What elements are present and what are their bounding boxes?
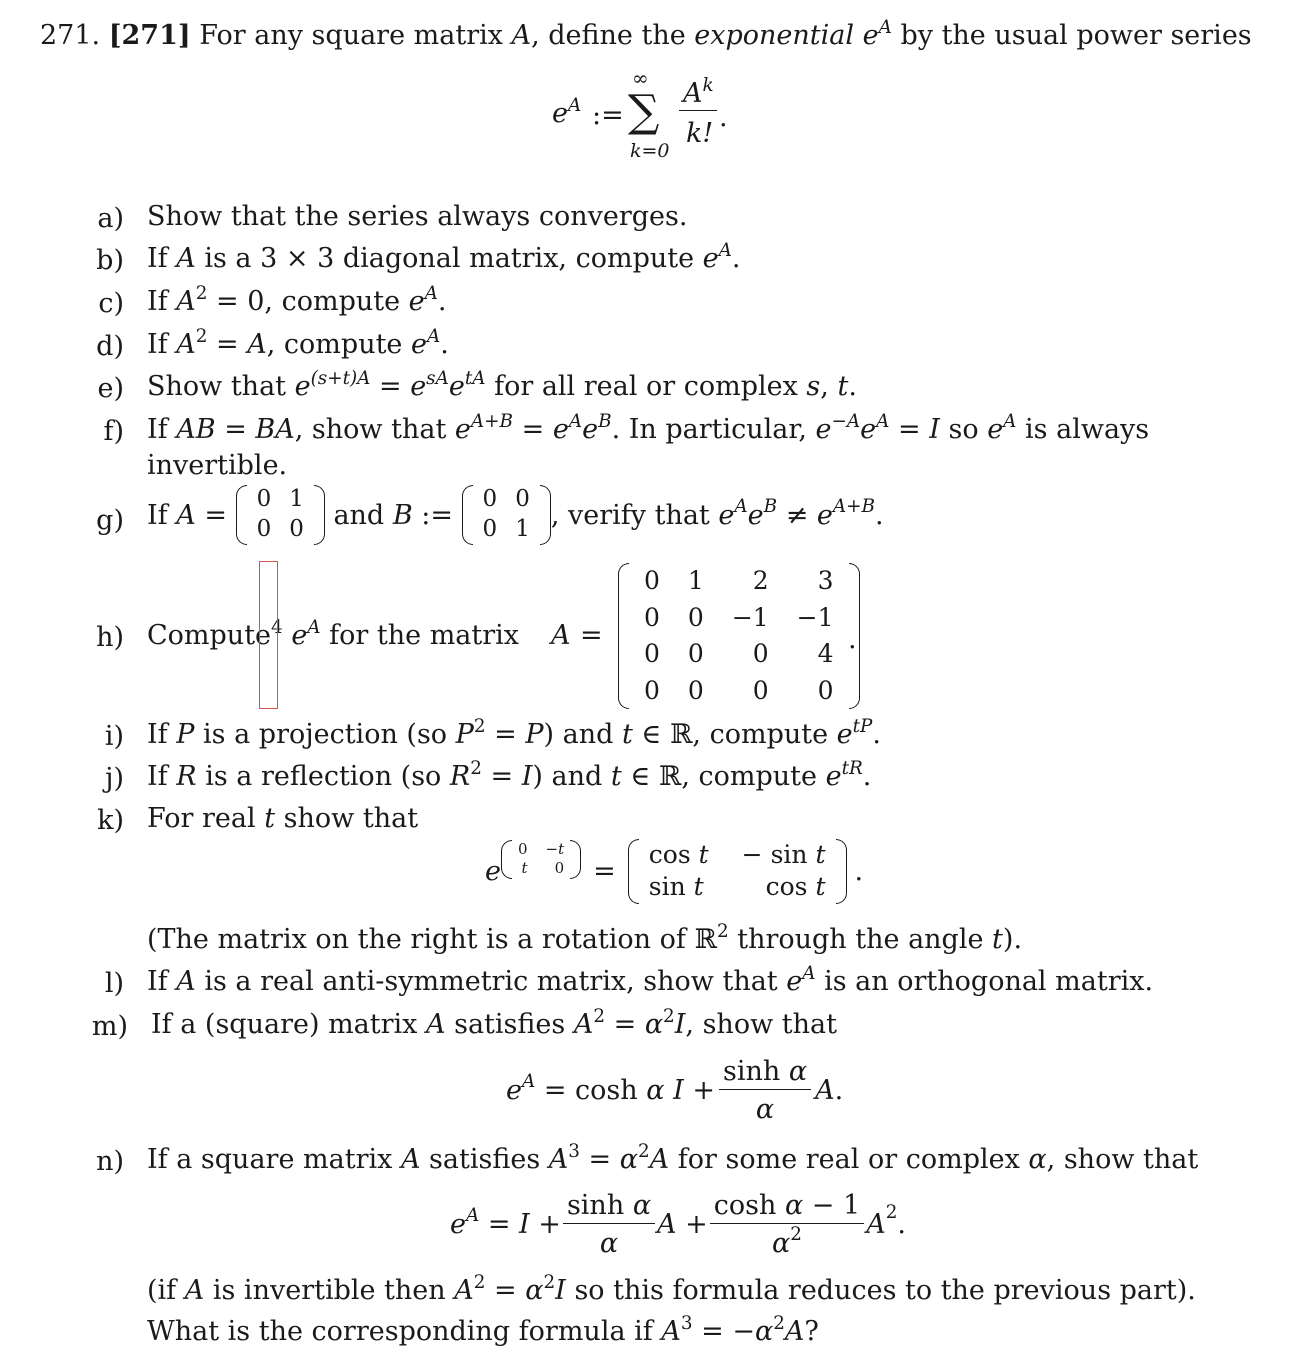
part-b-label: b) [96,245,124,276]
matrix-h-cell: 2 [752,566,769,595]
matrix-h-cell: −1 [731,602,769,632]
part-n-question: What is the corresponding formula if $A^3 = -\alpha^2A$? [147,1312,819,1347]
part-e: Show that $e^{(s+t)A} = e^{sA}e^{tA}$ for all real or complex s, t. [147,367,857,402]
part-c-label: c) [98,288,124,319]
matrix-a-2x2: 0 1 0 0 [236,485,325,545]
matrix-h-cell: 0 [687,639,704,668]
footnote-marker: 4 [271,616,283,638]
matrix-h-cell: 4 [817,639,834,668]
matrix-h-cell: 0 [817,675,834,705]
matrix-h-cell: 3 [817,566,834,595]
matrix-h-cell: 1 [687,566,704,595]
matrix-h [618,563,860,709]
matrix-h-cell: 0 [687,675,704,705]
part-e-label: e) [97,373,124,404]
part-k: For real t show that [147,803,419,834]
matrix-h-cell: 0 [644,566,660,595]
part-m: If a (square) matrix A satisfies $A^2 = \alpha^2I$, show that [151,1005,837,1040]
part-j: If R is a reflection (so $R^2 = I$) and t ∈ ℝ, compute $e^{tR}$. [147,757,872,792]
matrix-h-cell: −1 [796,602,834,632]
matrix-h-cell: 0 [687,602,704,632]
part-g-label: g) [96,505,124,536]
part-n-label: n) [96,1146,124,1177]
part-f-cont: invertible. [147,450,288,481]
matrix-b-2x2: 0 0 0 1 [462,485,551,545]
part-i: If P is a projection (so $P^2 = P$) and t ∈ ℝ, compute $e^{tP}$. [147,715,881,750]
part-n-note: (if A is invertible then $A^2 = \alpha^2I$ so this formula reduces to the previous part). [147,1271,1196,1306]
part-l: If A is a real anti-symmetric matrix, show that $e^A$ is an orthogonal matrix. [147,962,1154,997]
rotation-formula: e 0 −t t 0 = cos t − sin t sin t cos t . [485,836,863,906]
cubic-formula: $e^A$ = I + $\frac{\text{sinh α}}{\alpha}$ A + $\frac{\text{cosh α − 1}}{\alpha^2}$ A $^2$ . [450,1189,906,1259]
part-a: Show that the series always converges. [147,201,688,232]
part-m-label: m) [91,1011,128,1042]
matrix-h-cell: 0 [644,639,660,668]
part-d-label: d) [96,331,124,362]
part-c: If $A^2 = 0$, compute $e^A$. [147,282,447,317]
problem-tag: [271] [108,20,191,51]
part-n: If a square matrix A satisfies $A^3 = \alpha^2A$ for some real or complex α, show that [147,1140,1199,1175]
part-g: If A = 0 1 0 0 and B := 0 0 0 1 , verify that $e^Ae^B$ ≠ $e^{A+B}$ . [147,484,884,546]
part-h: Compute$^4$ $e^A$ for the matrix [147,616,520,651]
definition-formula: $e^A$ := ∞ ∑ k=0 $A^k$ k! . [552,66,728,162]
cosh-formula: $e^A$ = cosh α I + $\frac{\text{sinh α}}{\alpha}$ A . [506,1055,844,1125]
part-h-label: h) [96,622,124,653]
matrix-h-cell: 0 [644,675,660,705]
footnote-highlight-box [259,561,278,709]
part-l-label: l) [104,968,124,999]
part-f: If AB = BA, show that $e^{A+B} = e^Ae^B$. In particular, $e^{-A}e^A = I$ so $e^A$ is always [147,410,1150,445]
matrix-h-cell: 0 [752,675,769,705]
part-k-label: k) [97,805,124,836]
part-d: If $A^2 = A$, compute $e^A$. [147,325,449,360]
problem-header: 271. [271] For any square matrix A, define the exponential $e^A$ by the usual power series [40,16,1252,51]
part-j-label: j) [105,763,124,794]
matrix-h-cell: 0 [644,602,660,632]
matrix-h-cell: 0 [752,639,769,668]
problem-number: 271. [40,20,101,51]
part-k-note: (The matrix on the right is a rotation of ℝ$^2$ through the angle t). [147,920,1023,955]
part-b: If A is a 3 × 3 diagonal matrix, compute $e^A$. [147,239,741,274]
part-a-label: a) [97,203,124,234]
part-f-label: f) [103,416,124,447]
part-i-label: i) [104,721,124,752]
